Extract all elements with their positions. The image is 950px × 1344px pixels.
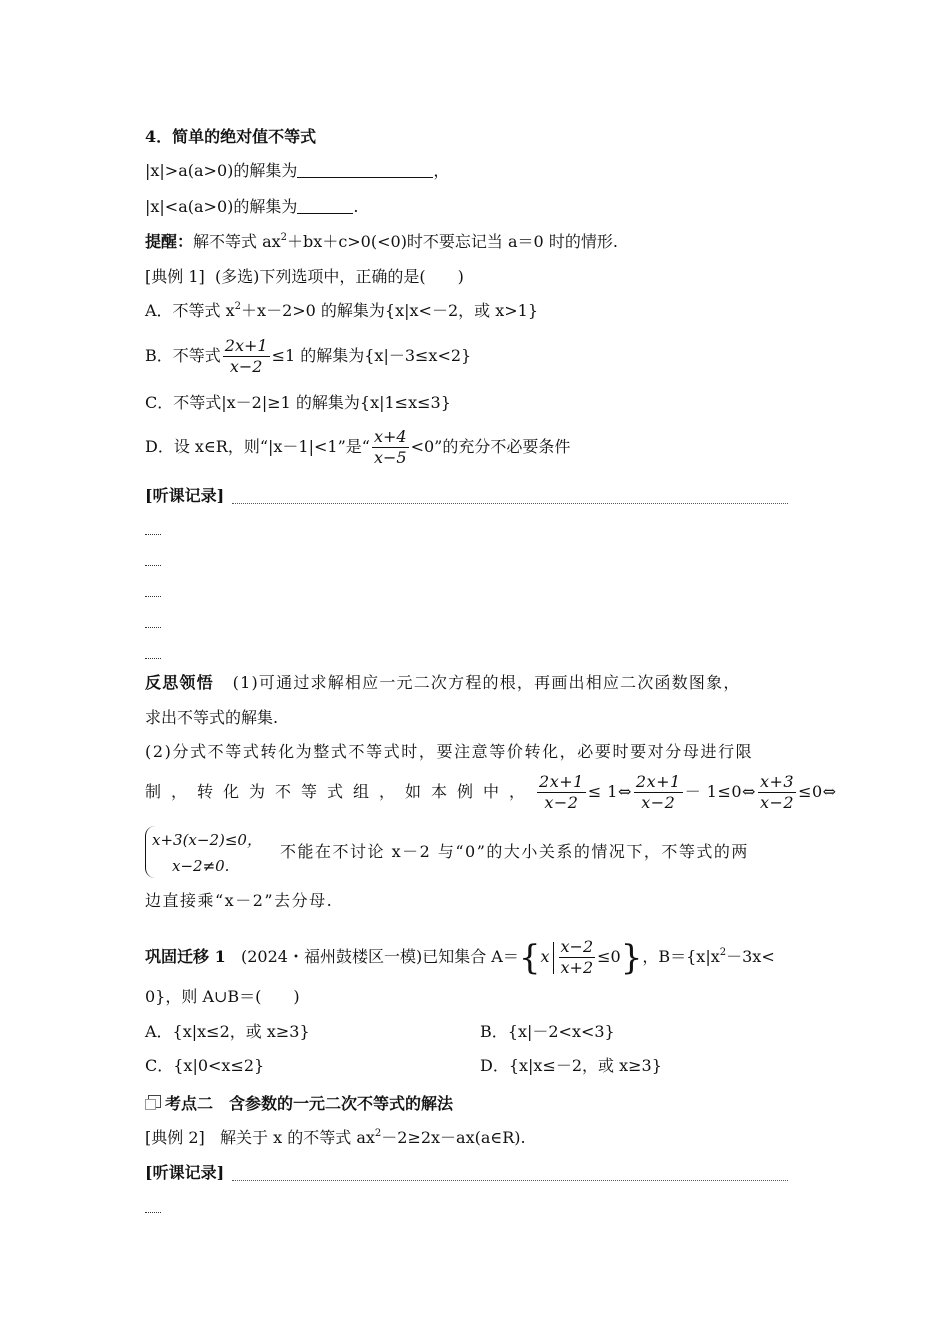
reflection-p1b: 求出不等式的解集. <box>145 708 279 727</box>
example1-stem <box>145 266 464 288</box>
punct: . <box>353 197 359 216</box>
option-b-pre: B．不等式 <box>145 346 221 365</box>
example2-tag: [典例 2] <box>145 1128 205 1147</box>
tip-text-a: 解不等式 ax <box>193 232 281 251</box>
option-c: C．不等式|x－2|≥1 的解集为{x|1≤x≤3} <box>145 393 451 412</box>
denominator: x−2 <box>641 793 676 812</box>
practice1-option-d: D．{x|x≤－2，或 x≥3} <box>480 1056 662 1075</box>
practice1-line2: 0}，则 A∪B＝( ) <box>145 987 300 1006</box>
practice1-option-b: B．{x|－2<x<3} <box>480 1022 615 1041</box>
reflection-label: 反思领悟 <box>145 673 214 692</box>
numerator: x+4 <box>373 427 407 446</box>
example2-text-a: 解关于 x 的不等式 ax <box>220 1128 375 1147</box>
notes-line <box>232 503 788 504</box>
reflection-p1-text: (1)可通过求解相应一元二次方程的根，再画出相应二次函数图象， <box>232 673 741 692</box>
example1-question: (多选)下列选项中，正确的是( ) <box>214 267 464 286</box>
reflection-p3-end: ≤0⇔ <box>798 782 837 801</box>
practice1-option-a: A．{x|x≤2，或 x≥3} <box>145 1022 310 1041</box>
denominator: x−2 <box>229 357 263 376</box>
fraction <box>372 427 409 468</box>
reflection-p1 <box>145 672 805 694</box>
notes-dots <box>145 658 161 659</box>
option-b <box>145 336 471 377</box>
option-d <box>145 427 570 468</box>
example2-line <box>145 1127 526 1149</box>
denominator: x+2 <box>560 958 594 977</box>
section-title: 4．简单的绝对值不等式 <box>145 127 317 146</box>
fraction <box>758 772 796 813</box>
example1-tag: [典例 1] <box>145 267 205 286</box>
practice1-label: 巩固迁移 1 <box>145 947 226 966</box>
numerator: 2x+1 <box>224 336 268 355</box>
notes-dots <box>145 534 161 535</box>
numerator: 2x+1 <box>635 772 681 791</box>
superscript: 2 <box>234 301 242 312</box>
tip-text-b: ＋bx＋c>0(<0)时不要忘记当 a＝0 时的情形. <box>287 232 618 251</box>
fraction <box>559 937 596 978</box>
notes-label-2: [听课记录] <box>145 1163 225 1182</box>
practice1-line1 <box>145 937 775 978</box>
fraction <box>223 336 270 377</box>
answer-blank-1 <box>297 163 433 178</box>
superscript: 2 <box>374 1128 382 1139</box>
abs-ineq-line-1 <box>145 160 449 182</box>
tip-line <box>145 231 618 253</box>
practice1-post: ，B＝{x|x <box>642 947 720 966</box>
notes-dots <box>145 596 161 597</box>
superscript: 2 <box>719 947 727 958</box>
option-a-text: A．不等式 x <box>145 301 235 320</box>
option-b-post: ≤1 的解集为{x|－3≤x<2} <box>271 346 472 365</box>
numerator: x−2 <box>560 937 594 956</box>
reflection-p3-pre: 制，转化为不等式组，如本例中， <box>145 782 536 801</box>
answer-blank-2 <box>297 199 353 214</box>
reflection-p5: 边直接乘“x－2”去分母. <box>145 891 334 910</box>
set-brace-left-icon: { <box>518 937 541 978</box>
practice1-pre: (2024・福州鼓楼区一模)已知集合 A＝ <box>240 947 519 966</box>
reflection-p3-mid1: ≤ 1⇔ <box>587 782 632 801</box>
set-cond: ≤0 <box>597 947 621 966</box>
numerator: x+3 <box>759 772 795 791</box>
abs-ineq-line-2 <box>145 196 358 218</box>
reflection-p3-mid2: － 1≤0⇔ <box>684 782 756 801</box>
system-line-1: x+3(x−2)≤0， <box>152 831 262 849</box>
fraction <box>537 772 586 813</box>
option-d-pre: D．设 x∈R，则“|x－1|<1”是“ <box>145 437 370 456</box>
notes-dots <box>145 627 161 628</box>
denominator: x−2 <box>759 793 795 812</box>
denominator: x−5 <box>373 448 407 467</box>
kaodian2-heading <box>145 1093 453 1115</box>
practice1-option-c: C．{x|0<x≤2} <box>145 1056 265 1075</box>
system-line-2: x−2≠0. <box>172 857 230 875</box>
superscript: 2 <box>280 232 288 243</box>
numerator: 2x+1 <box>539 772 584 791</box>
notes-line-2 <box>232 1180 788 1181</box>
reflection-p2: (2)分式不等式转化为整式不等式时，要注意等价转化，必要时要对分母进行限 <box>145 742 754 761</box>
set-brace-right-icon: } <box>620 937 643 978</box>
kaodian2-title: 考点二 含参数的一元二次不等式的解法 <box>165 1094 454 1113</box>
punct: ， <box>433 161 450 180</box>
section-marker-icon <box>145 1095 161 1111</box>
notes-label: [听课记录] <box>145 486 225 505</box>
abs-line-1-text: |x|>a(a>0)的解集为 <box>145 161 298 180</box>
notes-dots <box>145 1212 161 1213</box>
example2-text-b: －2≥2x－ax(a∈R). <box>381 1128 526 1147</box>
tip-label: 提醒： <box>145 232 194 251</box>
option-a <box>145 300 538 322</box>
option-a-rest: ＋x－2>0 的解集为{x|x<－2，或 x>1} <box>241 301 539 320</box>
practice1-post2: －3x< <box>726 947 775 966</box>
set-bar <box>553 942 554 974</box>
denominator: x−2 <box>544 793 579 812</box>
option-d-post: <0”的充分不必要条件 <box>410 437 571 456</box>
reflection-p4: 不能在不讨论 x－2 与“0”的大小关系的情况下，不等式的两 <box>280 842 749 861</box>
reflection-p3 <box>145 772 837 813</box>
abs-line-2-text: |x|<a(a>0)的解集为 <box>145 197 298 216</box>
set-var: x <box>540 947 550 966</box>
fraction <box>634 772 683 813</box>
notes-dots <box>145 565 161 566</box>
